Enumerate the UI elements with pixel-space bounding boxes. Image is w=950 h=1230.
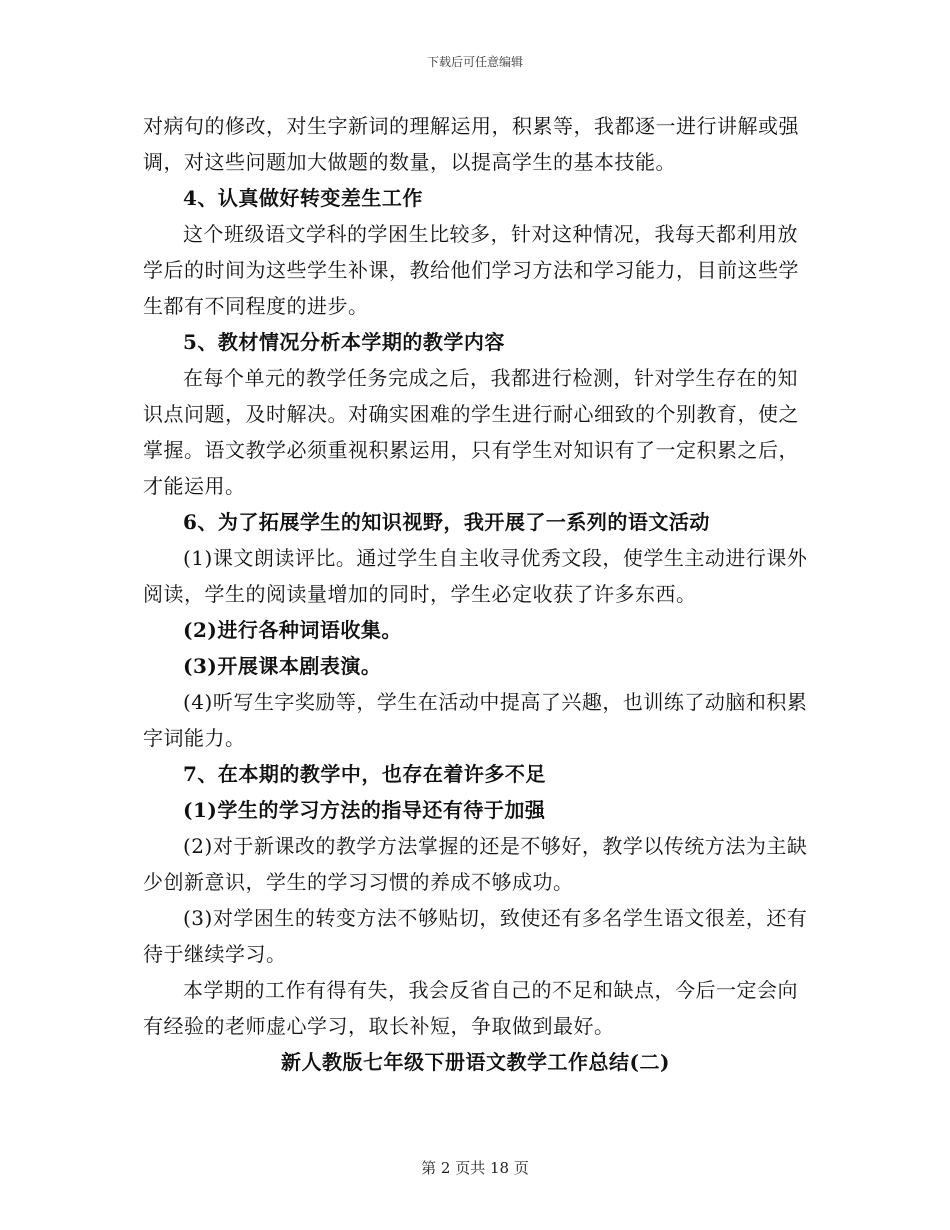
paragraph: (2)对于新课改的教学方法掌握的还是不够好，教学以传统方法为主缺少创新意识，学生的学习习惯的养成不够成功。 — [143, 834, 808, 894]
list-item-bold: (1)学生的学习方法的指导还有待于加强 — [183, 798, 546, 822]
document-body — [143, 108, 808, 1080]
paragraph: 本学期的工作有得有失，我会反省自己的不足和缺点，今后一定会向有经验的老师虚心学习，取长补短，争取做到最好。 — [143, 978, 798, 1038]
paragraph: 这个班级语文学科的学困生比较多，针对这种情况，我每天都利用放学后的时间为这些学生补课，教给他们学习方法和学习能力，目前这些学生都有不同程度的进步。 — [143, 222, 799, 318]
paragraph: (3)对学困生的转变方法不够贴切，致使还有多名学生语文很差，还有待于继续学习。 — [143, 906, 808, 966]
paragraph: (4)听写生字奖励等，学生在活动中提高了兴趣，也训练了动脑和积累字词能力。 — [143, 690, 808, 750]
document-title: 新人教版七年级下册语文教学工作总结(二) — [281, 1050, 670, 1074]
list-item-bold: (3)开展课本剧表演。 — [183, 654, 382, 678]
list-item-bold: (2)进行各种词语收集。 — [183, 618, 402, 642]
page-footer: 第 2 页共 18 页 — [421, 1159, 529, 1177]
section-heading: 5、教材情况分析本学期的教学内容 — [183, 330, 505, 354]
section-heading: 7、在本期的教学中，也存在着许多不足 — [183, 762, 546, 786]
paragraph: 在每个单元的教学任务完成之后，我都进行检测，针对学生存在的知识点问题，及时解决。对确实困难的学生进行耐心细致的个别教育，使之掌握。语文教学必须重视积累运用，只有学生对知识有了一定积累之后，才能运用。 — [143, 366, 799, 498]
paragraph: 对病句的修改，对生字新词的理解运用，积累等，我都逐一进行讲解或强调，对这些问题加大做题的数量，以提高学生的基本技能。 — [143, 114, 799, 174]
page-header: 下载后可任意编辑 — [426, 55, 523, 69]
section-heading: 4、认真做好转变差生工作 — [183, 186, 423, 210]
paragraph: (1)课文朗读评比。通过学生自主收寻优秀文段，使学生主动进行课外阅读，学生的阅读量增加的同时，学生必定收获了许多东西。 — [143, 546, 808, 606]
section-heading: 6、为了拓展学生的知识视野，我开展了一系列的语文活动 — [183, 510, 710, 534]
